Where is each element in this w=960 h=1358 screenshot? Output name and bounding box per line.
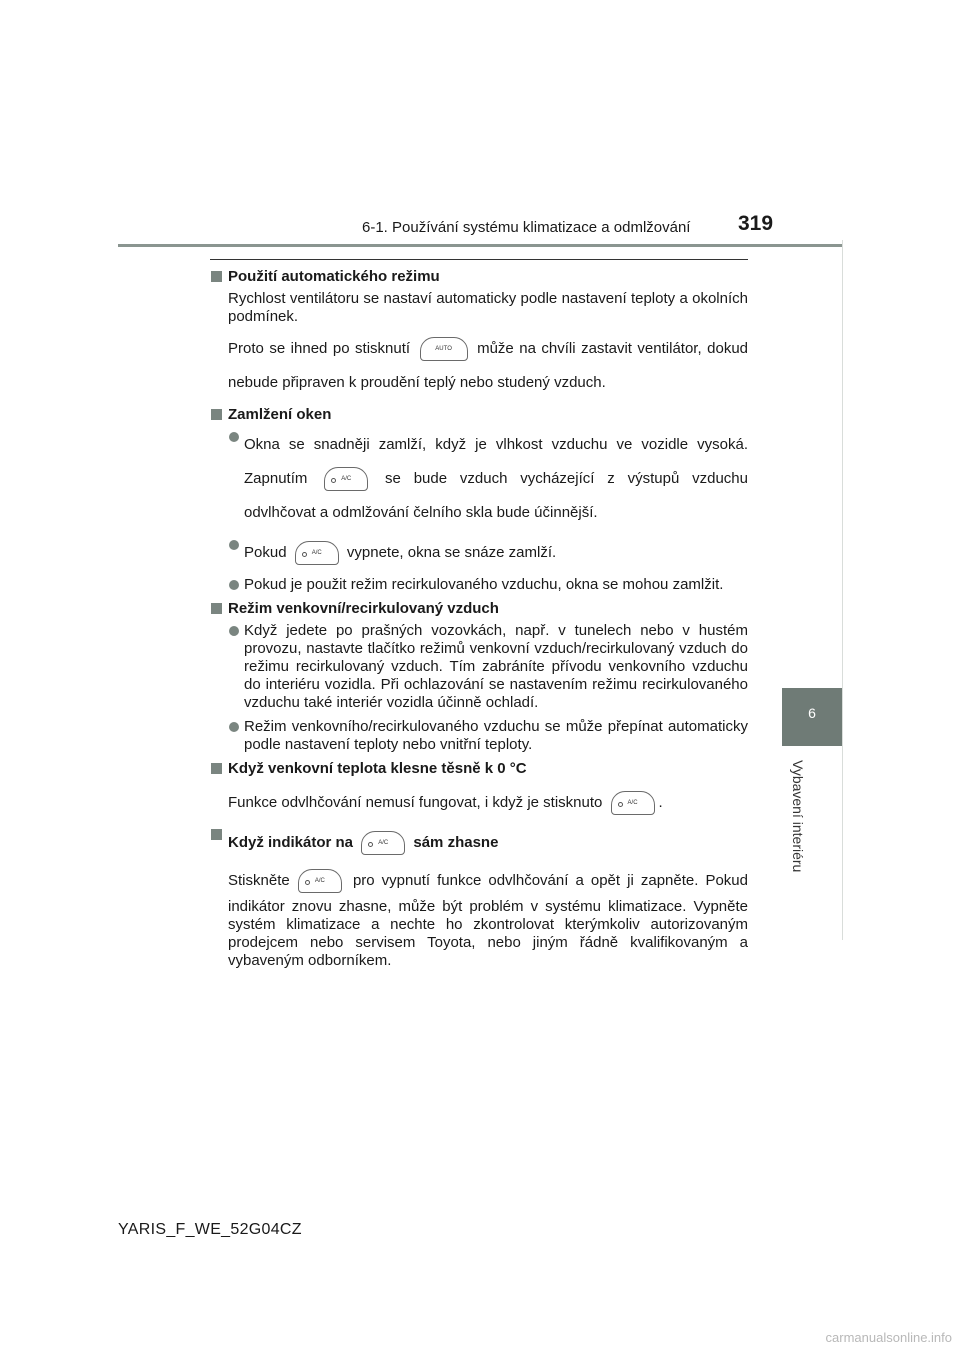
watermark: carmanualsonline.info bbox=[825, 1330, 952, 1345]
header-title: 6-1. Používání systému klimatizace a odmlžování bbox=[362, 219, 691, 236]
section-heading-fog: Zamlžení oken bbox=[210, 406, 748, 424]
ac-button-icon: A/C bbox=[324, 467, 368, 491]
section-heading-indicator bbox=[210, 826, 748, 860]
paragraph bbox=[228, 332, 748, 400]
paragraph: Rychlost ventilátoru se nastaví automaticky podle nastavení teploty a okolních podmínek. bbox=[228, 290, 748, 325]
text: Funkce odvlhčování nemusí fungovat, i když je stisknuto bbox=[228, 794, 603, 811]
text: sám zhasne bbox=[413, 834, 499, 851]
chapter-label: Vybavení interiéru bbox=[790, 760, 806, 873]
bullet-item: Režim venkovního/recirkulovaného vzduchu se může přepínat automaticky podle nastavení teploty nebo vnitřní teploty. bbox=[228, 718, 748, 754]
text: Stiskněte bbox=[228, 872, 290, 889]
bullet-item: Když jedete po prašných vozovkách, např. v tunelech nebo v hustém provozu, nastavte tlačítko režimů venkovní vzduch/recirkulovaný vzduch do režimu recirkulovaný vzduch. Tím zabráníte přívodu venkovního vzduchu do interiéru vozidla. Při ochlazování se nastavením režimu recirkulovaného vzduchu také interiér vozidla účinně ochladí. bbox=[228, 622, 748, 712]
section-heading-auto: Použití automatického režimu bbox=[210, 268, 748, 286]
bullet-item bbox=[228, 536, 748, 570]
main-content bbox=[210, 266, 748, 976]
text: se bude vzduch vycházející z výstupů vzduchu odvlhčovat a odmlžování čelního skla bude účinnější. bbox=[244, 470, 748, 521]
text: může na chvíli zastavit ventilátor, dokud nebude připraven k proudění teplý nebo studený vzduch. bbox=[228, 340, 748, 391]
bullet-item bbox=[228, 428, 748, 530]
paragraph bbox=[228, 786, 748, 820]
bullet-item: Pokud je použit režim recirkulovaného vzduchu, okna se mohou zamlžit. bbox=[228, 576, 748, 594]
ac-button-icon: A/C bbox=[298, 869, 342, 893]
text: Okna se snadněji zamlží, když je vlhkost vzduchu ve vozidle vysoká. Zapnutím bbox=[244, 436, 748, 487]
chapter-tab[interactable] bbox=[782, 688, 842, 746]
ac-button-icon: A/C bbox=[611, 791, 655, 815]
section-heading-cold: Když venkovní teplota klesne těsně k 0 °C bbox=[210, 760, 748, 778]
header-divider bbox=[118, 244, 842, 247]
auto-button-icon: AUTO bbox=[420, 337, 468, 361]
page-number: 319 bbox=[738, 212, 774, 235]
ac-button-icon: A/C bbox=[361, 831, 405, 855]
text: vypnete, okna se snáze zamlží. bbox=[346, 544, 557, 561]
content-divider bbox=[210, 259, 748, 260]
text: . bbox=[658, 794, 663, 811]
text: Proto se ihned po stisknutí bbox=[228, 340, 411, 357]
text: Když indikátor na bbox=[228, 834, 354, 851]
text: Pokud bbox=[244, 544, 287, 561]
document-code: YARIS_F_WE_52G04CZ bbox=[118, 1221, 302, 1238]
section-heading-recirc: Režim venkovní/recirkulovaný vzduch bbox=[210, 600, 748, 618]
ac-button-icon: A/C bbox=[295, 541, 339, 565]
side-divider bbox=[842, 240, 843, 940]
chapter-number: 6 bbox=[808, 705, 816, 721]
paragraph bbox=[228, 864, 748, 970]
text: pro vypnutí funkce odvlhčování a opět ji zapněte. Pokud indikátor znovu zhasne, může být problém v systému klimatizace. Vypněte systém klimatizace a nechte ho zkontrolovat kterýmkoliv autorizovaným prodejcem nebo servisem Toyota, nebo jiným řádně kvalifikovaným a vybaveným odborníkem. bbox=[228, 872, 748, 969]
